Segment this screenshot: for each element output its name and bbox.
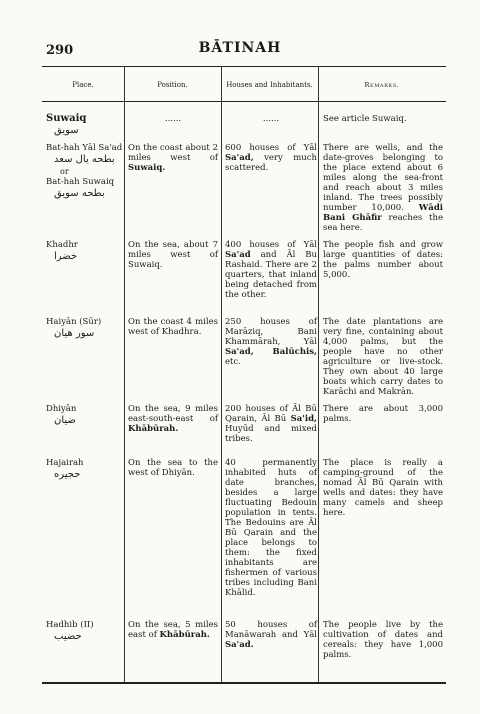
place-cell (46, 317, 126, 341)
remarks-cell: The place is really a camping-ground of the nomad Āl Bū Qarain with wells and dates: they have many camels and sheep here. (323, 458, 443, 518)
houses-cell: 250 houses of Marāziq, Bani Khammārah, Yāl Sa'ad, Balūchis, etc. (225, 317, 317, 367)
place-name-arabic: سويق (54, 125, 79, 136)
table-top-rule (42, 66, 446, 67)
remarks-cell: The people fish and grow large quantities of dates: the palms number about 5,000. (323, 240, 443, 280)
table-bottom-rule (42, 682, 446, 684)
place-name: Dhiyān (46, 404, 77, 414)
place-name: Haiyān (Sūr) (46, 317, 102, 327)
houses-cell: 200 houses of Āl Bū Qarain, Āl Bū Sa'id, Huyūd and mixed tribes. (225, 404, 318, 444)
place-or: or (60, 167, 69, 176)
table-head-rule (42, 101, 446, 102)
remarks-cell: There are wells, and the date-groves belonging to the place extend about 6 miles along the sea-front and reach about 3 miles inland. The trees possibly number 10,000. Wādi Bani Ghāfir reaches the sea here. (323, 143, 443, 233)
place-name-arabic: حجيره (54, 469, 81, 480)
position-cell: On the sea, 9 miles east-south-east of Khābūrah. (128, 404, 218, 434)
position-cell: On the sea, about 7 miles west of Suwaiq. (128, 240, 218, 270)
houses-cell: ...... (262, 114, 280, 124)
place-name-arabic: ضيان (54, 415, 76, 426)
place-name-alt-arabic: بطحه سويق (54, 188, 105, 199)
page-number: 290 (46, 43, 74, 58)
place-cell (46, 114, 126, 138)
houses-cell: 400 houses of Yāl Sa'ad and Āl Bu Rashaid. There are 2 quarters, that inland being detached from the other. (225, 240, 317, 300)
place-cell (46, 143, 126, 201)
houses-cell: 50 houses of Manāwarah and Yāl Sa'ad. (225, 620, 317, 650)
remarks-cell: There are about 3,000 palms. (323, 404, 443, 424)
place-name: Bat-hah Yāl Sa'ad (46, 143, 123, 153)
position-cell: On the coast about 2 miles west of Suwaiq. (128, 143, 218, 173)
remarks-cell: The date plantations are very fine, containing about 4,000 palms, but the people have no other agriculture or live-stock. They own about 40 large boats which carry dates to Karāchi and Makrān. (323, 317, 443, 397)
place-name: Khadhr (46, 240, 78, 250)
column-divider (221, 66, 222, 682)
position-cell: On the coast 4 miles west of Khadhra. (128, 317, 218, 337)
position-cell: On the sea, 5 miles east of Khābūrah. (128, 620, 218, 640)
place-name: Suwaiq (46, 113, 87, 124)
column-divider (318, 66, 319, 682)
place-name-alt: Bat-hah Suwaiq (46, 177, 115, 187)
place-cell (46, 404, 126, 428)
houses-cell: 40 permanently inhabited huts of date branches, besides a large fluctuating Bedouin population in tents. The Bedouins are Āl Bū Qarain and the place belongs to them: the fixed inhabitants are fishermen of various tribes including Bani Khālid. (225, 458, 317, 598)
place-cell (46, 458, 126, 482)
running-title: BĀTINAH (198, 40, 282, 56)
place-name-arabic: خضرا (54, 251, 78, 262)
column-header-place: Place. (72, 81, 94, 89)
position-cell: ...... (164, 114, 182, 124)
place-name: Hadhib (II) (46, 620, 94, 630)
houses-cell: 600 houses of Yāl Sa'ad, very much scattered. (225, 143, 317, 173)
remarks-cell: See article Suwaiq. (323, 114, 407, 124)
remarks-cell: The people live by the cultivation of dates and cereals: they have 1,000 palms. (323, 620, 443, 660)
place-name-arabic: بطحه يال سعد (54, 154, 115, 165)
place-name-arabic: حضيب (54, 631, 82, 642)
column-header-houses: Houses and Inhabitants. (226, 81, 313, 89)
column-header-position: Position. (157, 81, 188, 89)
position-cell: On the sea to the west of Dhiyān. (128, 458, 218, 478)
place-name-arabic: سور هيان (54, 328, 95, 339)
place-cell (46, 240, 126, 264)
column-header-remarks: Remarks. (364, 81, 400, 89)
place-cell (46, 620, 126, 644)
place-name: Hajairah (46, 458, 84, 468)
